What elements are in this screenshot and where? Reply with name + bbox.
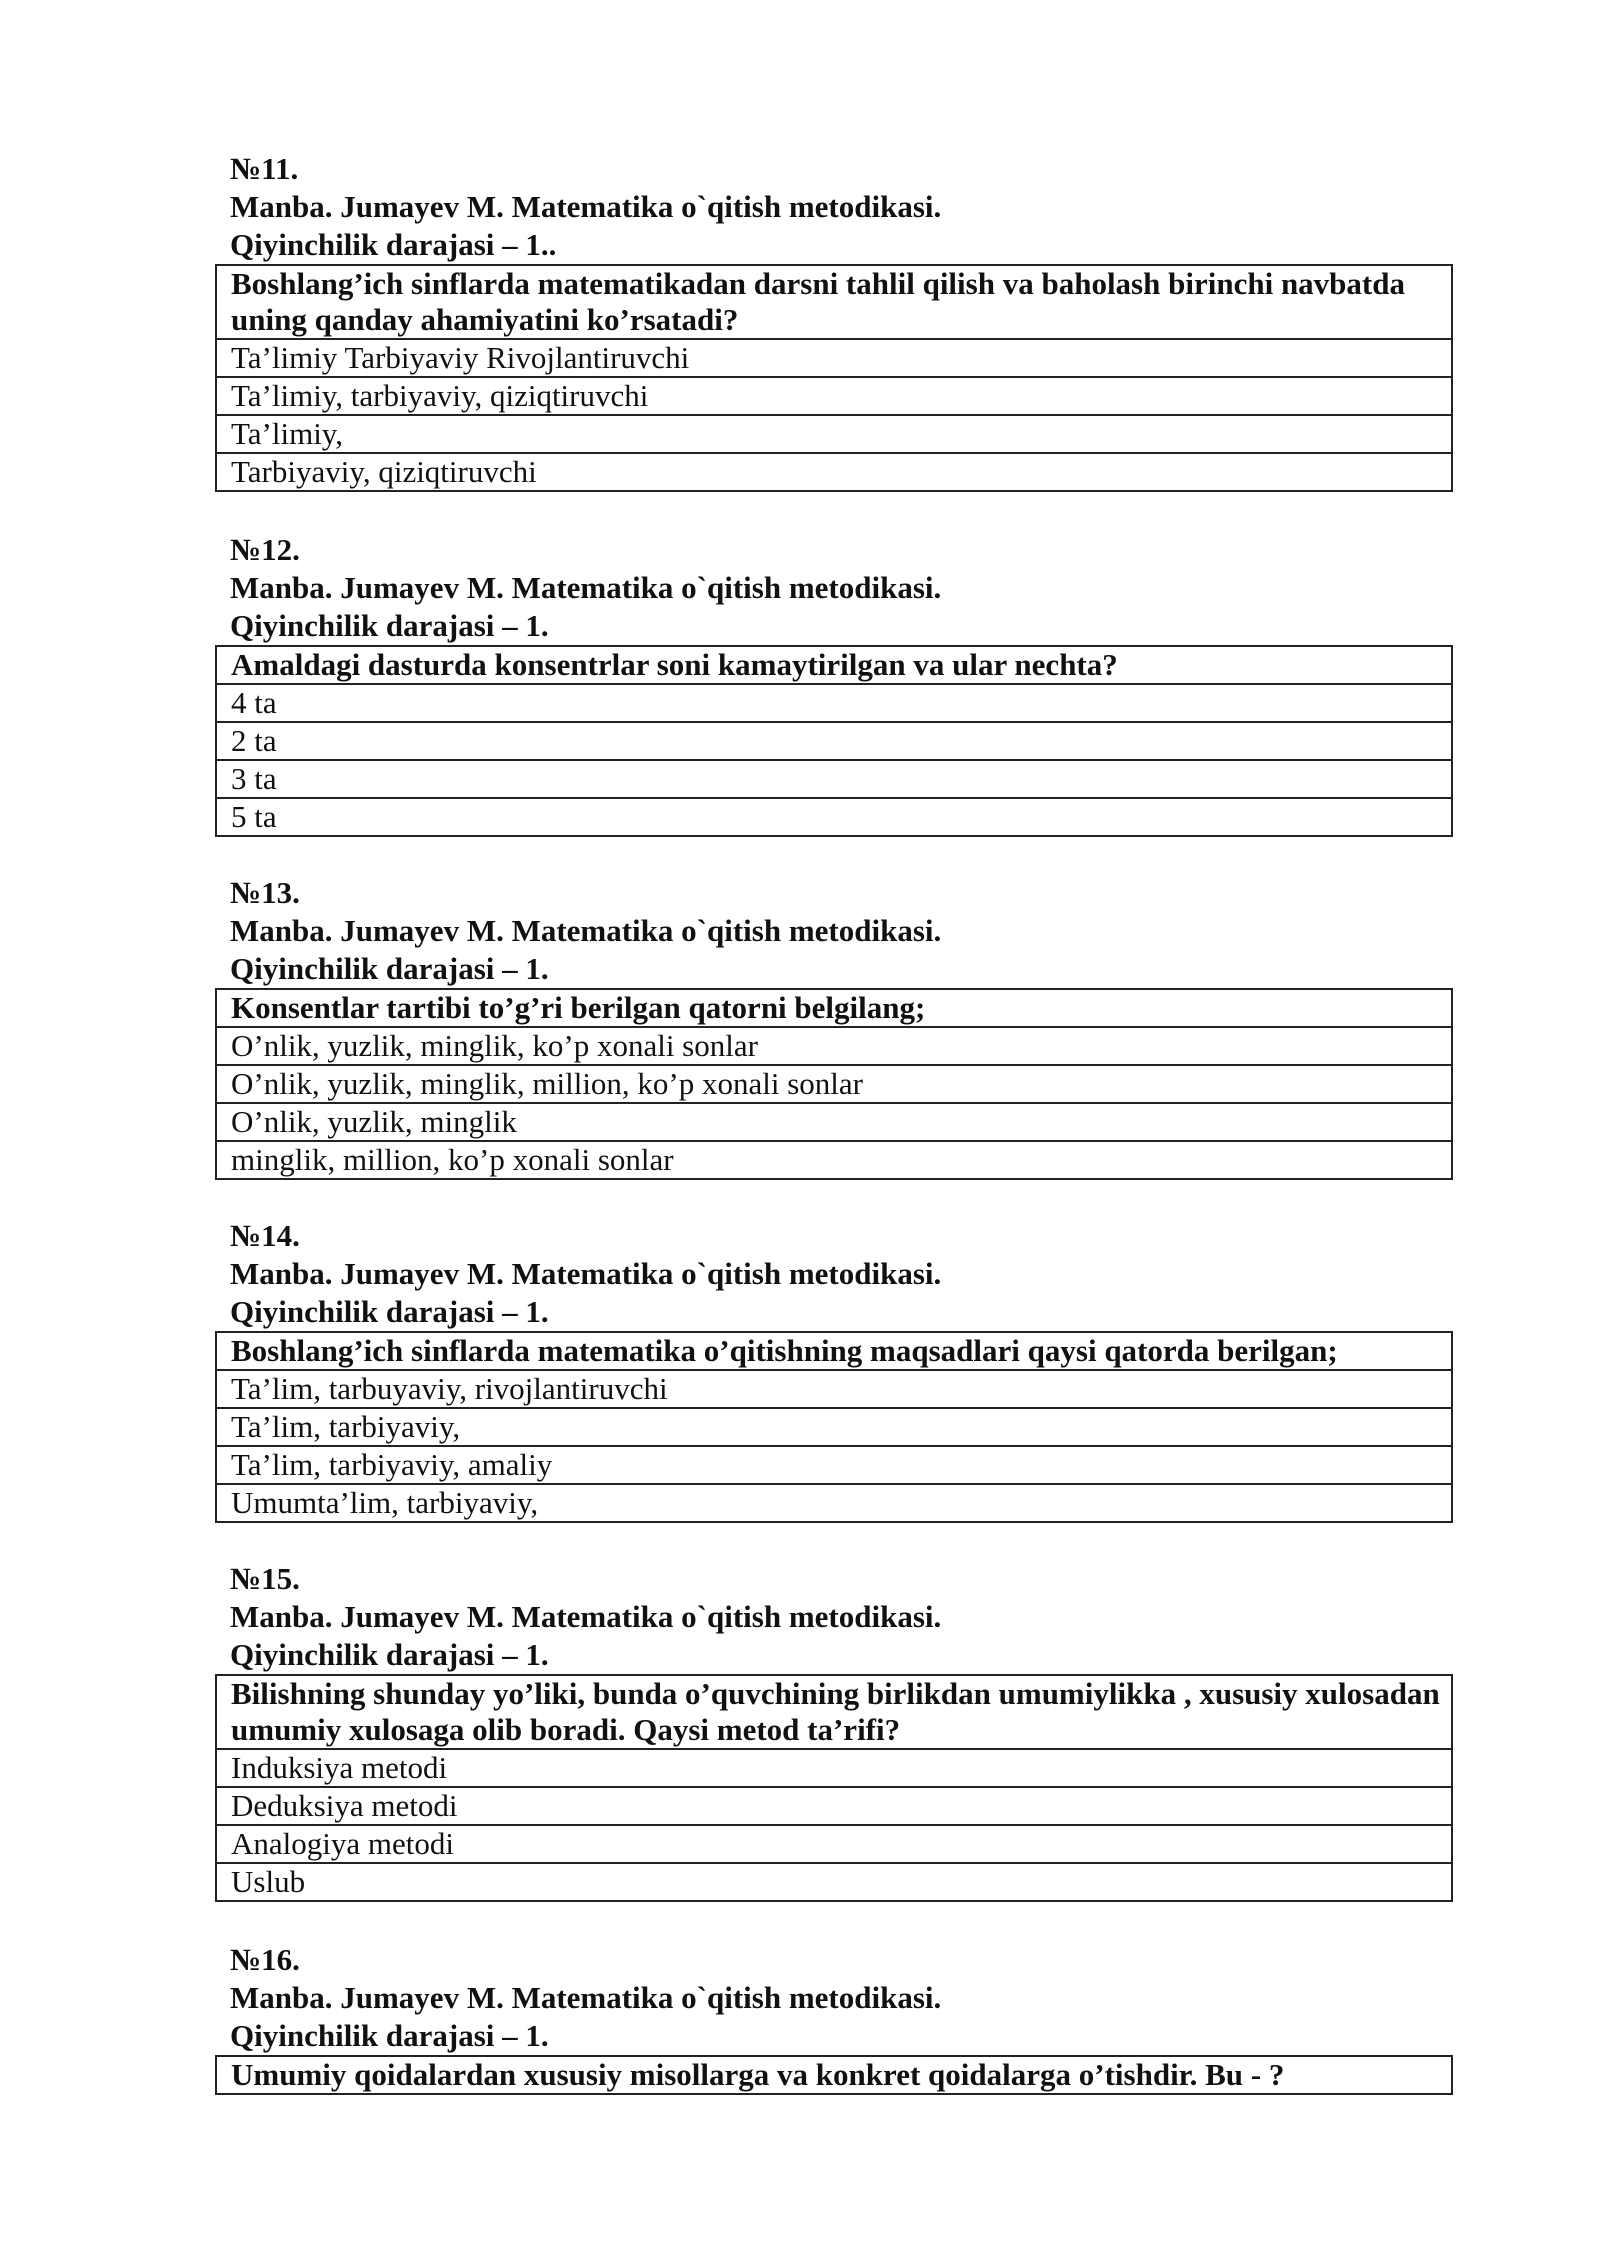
question-number: №15. bbox=[230, 1561, 300, 1596]
answer-option: Ta’lim, tarbiyaviy, amaliy bbox=[217, 1445, 1451, 1483]
answer-option: minglik, million, ko’p xonali sonlar bbox=[217, 1140, 1451, 1178]
answer-option: Ta’limiy, bbox=[217, 414, 1451, 452]
question-number: №13. bbox=[230, 875, 300, 910]
question-source: Manba. Jumayev M. Matematika o`qitish metodikasi. bbox=[230, 570, 942, 605]
question-table bbox=[215, 645, 1453, 837]
question-number: №14. bbox=[230, 1218, 300, 1253]
answer-option: Ta’limiy Tarbiyaviy Rivojlantiruvchi bbox=[217, 338, 1451, 376]
question-text: Umumiy qoidalardan xususiy misollarga va konkret qoidalarga o’tishdir. Bu - ? bbox=[231, 2057, 1285, 2092]
question-source: Manba. Jumayev M. Matematika o`qitish metodikasi. bbox=[230, 913, 942, 948]
question-block-14 bbox=[215, 1217, 1453, 1523]
answer-option: Induksiya metodi bbox=[217, 1748, 1451, 1786]
question-difficulty: Qiyinchilik darajasi – 1. bbox=[230, 608, 549, 643]
question-difficulty: Qiyinchilik darajasi – 1. bbox=[230, 2018, 549, 2053]
answer-option: O’nlik, yuzlik, minglik, ko’p xonali sonlar bbox=[217, 1026, 1451, 1064]
question-text: Amaldagi dasturda konsentrlar soni kamaytirilgan va ular nechta? bbox=[231, 647, 1118, 682]
question-difficulty: Qiyinchilik darajasi – 1. bbox=[230, 1294, 549, 1329]
answer-option: Deduksiya metodi bbox=[217, 1786, 1451, 1824]
question-difficulty: Qiyinchilik darajasi – 1. bbox=[230, 951, 549, 986]
question-table bbox=[215, 1674, 1453, 1902]
question-source: Manba. Jumayev M. Matematika o`qitish metodikasi. bbox=[230, 189, 942, 224]
question-number: №16. bbox=[230, 1942, 300, 1977]
question-table bbox=[215, 2055, 1453, 2095]
answer-option: O’nlik, yuzlik, minglik, million, ko’p xonali sonlar bbox=[217, 1064, 1451, 1102]
question-block-16 bbox=[215, 1941, 1453, 2095]
question-source: Manba. Jumayev M. Matematika o`qitish metodikasi. bbox=[230, 1980, 942, 2015]
question-text: Boshlang’ich sinflarda matematika o’qitishning maqsadlari qaysi qatorda berilgan; bbox=[231, 1333, 1338, 1368]
answer-option: 5 ta bbox=[217, 797, 1451, 835]
question-text: Boshlang’ich sinflarda matematikadan darsni tahlil qilish va baholash birinchi navbatda uning qanday ahamiyatini ko’rsatadi? bbox=[231, 266, 1405, 337]
question-difficulty: Qiyinchilik darajasi – 1. bbox=[230, 1637, 549, 1672]
answer-option: Ta’lim, tarbuyaviy, rivojlantiruvchi bbox=[217, 1369, 1451, 1407]
question-text: Bilishning shunday yo’liki, bunda o’quvchining birlikdan umumiylikka , xususiy xulosadan umumiy xulosaga olib boradi. Qaysi metod ta’rifi? bbox=[231, 1676, 1440, 1747]
question-source: Manba. Jumayev M. Matematika o`qitish metodikasi. bbox=[230, 1256, 942, 1291]
answer-option: Ta’limiy, tarbiyaviy, qiziqtiruvchi bbox=[217, 376, 1451, 414]
question-table bbox=[215, 988, 1453, 1180]
answer-option: O’nlik, yuzlik, minglik bbox=[217, 1102, 1451, 1140]
answer-option: Uslub bbox=[217, 1862, 1451, 1900]
question-table bbox=[215, 1331, 1453, 1523]
answer-option: 4 ta bbox=[217, 683, 1451, 721]
question-block-11 bbox=[215, 150, 1453, 492]
question-block-12 bbox=[215, 531, 1453, 837]
answer-option: Umumta’lim, tarbiyaviy, bbox=[217, 1483, 1451, 1521]
answer-option: 3 ta bbox=[217, 759, 1451, 797]
question-block-15 bbox=[215, 1560, 1453, 1902]
question-block-13 bbox=[215, 874, 1453, 1180]
question-number: №12. bbox=[230, 532, 300, 567]
question-difficulty: Qiyinchilik darajasi – 1.. bbox=[230, 227, 557, 262]
answer-option: Analogiya metodi bbox=[217, 1824, 1451, 1862]
answer-option: 2 ta bbox=[217, 721, 1451, 759]
question-number: №11. bbox=[230, 151, 299, 186]
question-text: Konsentlar tartibi to’g’ri berilgan qatorni belgilang; bbox=[231, 990, 926, 1025]
question-table bbox=[215, 264, 1453, 492]
question-source: Manba. Jumayev M. Matematika o`qitish metodikasi. bbox=[230, 1599, 942, 1634]
answer-option: Tarbiyaviy, qiziqtiruvchi bbox=[217, 452, 1451, 490]
answer-option: Ta’lim, tarbiyaviy, bbox=[217, 1407, 1451, 1445]
